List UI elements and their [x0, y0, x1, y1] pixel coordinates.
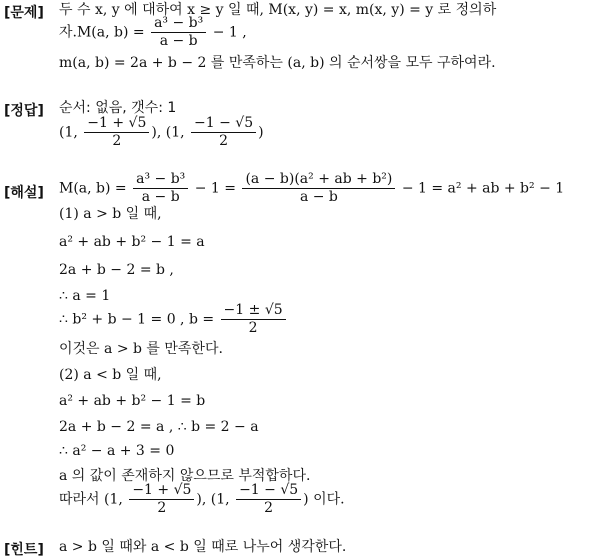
fraction-numerator: −1 + √5 — [84, 116, 149, 133]
fraction-numerator: −1 ± √5 — [221, 303, 286, 320]
fraction-denominator: 2 — [248, 320, 258, 336]
solution-label: [해설] — [4, 185, 44, 201]
fraction-numerator: −1 − √5 — [236, 483, 301, 500]
solution-fraction-2 — [242, 172, 395, 205]
solution-line-1 — [59, 172, 564, 205]
fraction-denominator: 2 — [219, 133, 229, 149]
fraction-denominator: 2 — [112, 133, 122, 149]
conclusion-pair-sep: ), (1, — [196, 491, 230, 508]
fraction-numerator: (a − b)(a² + ab + b²) — [242, 172, 395, 189]
solution-rhs: − 1 = a² + ab + b² − 1 — [401, 180, 565, 197]
problem-fraction — [151, 16, 206, 49]
problem-line-2 — [59, 16, 247, 49]
problem-line-3: m(a, b) = 2a + b − 2 를 만족하는 (a, b) 의 순서쌍을 모두 구하여라. — [59, 55, 496, 71]
answer-line-2 — [59, 116, 264, 149]
conclusion-fraction-1 — [129, 483, 194, 516]
problem-line-1: 두 수 x, y 에 대하여 x ≥ y 일 때, M(x, y) = x, m(x, y) = y 로 정의하 — [59, 2, 497, 18]
fraction-denominator: a − b — [141, 189, 180, 205]
case-1-eq-1: a² + ab + b² − 1 = a — [59, 234, 205, 250]
answer-line-1: 순서: 없음, 갯수: 1 — [59, 100, 177, 116]
conclusion-pair-close: ) — [303, 491, 309, 508]
solution-lhs: M(a, b) = — [59, 180, 127, 197]
answer-label: [정답] — [4, 103, 44, 119]
case-2-eq-1: a² + ab + b² − 1 = b — [59, 393, 206, 409]
solution-mid: − 1 = — [194, 180, 237, 197]
case-1-eq-3: ∴ a = 1 — [59, 288, 111, 304]
fraction-numerator: −1 + √5 — [129, 483, 194, 500]
conclusion-fraction-2 — [236, 483, 301, 516]
fraction-numerator: a³ − b³ — [151, 16, 206, 33]
fraction-denominator: 2 — [157, 500, 167, 516]
case-2-heading: (2) a < b 일 때, — [59, 367, 162, 383]
case-1-note: 이것은 a > b 를 만족한다. — [59, 341, 223, 357]
problem-label: [문제] — [4, 5, 44, 21]
answer-pair-close: ) — [258, 124, 264, 141]
fraction-numerator: −1 − √5 — [191, 116, 256, 133]
case-1-fraction — [221, 303, 286, 336]
answer-fraction-2 — [191, 116, 256, 149]
fraction-denominator: a − b — [159, 33, 198, 49]
answer-fraction-1 — [84, 116, 149, 149]
conclusion-suffix: 이다. — [313, 491, 345, 508]
case-2-eq-2: 2a + b − 2 = a , ∴ b = 2 − a — [59, 419, 259, 435]
answer-pair-sep: ), (1, — [151, 124, 185, 141]
case-1-eq-4 — [59, 303, 288, 336]
case-1-heading: (1) a > b 일 때, — [59, 206, 162, 222]
conclusion-prefix: 따라서 — [59, 491, 100, 508]
case-2-eq-3: ∴ a² − a + 3 = 0 — [59, 443, 175, 459]
case-2-note: a 의 값이 존재하지 않으므로 부적합하다. — [59, 468, 311, 484]
hint-label: [힌트] — [4, 542, 44, 558]
problem-line-2-prefix: 자.M(a, b) = — [59, 24, 145, 41]
answer-pair-1: (1, — [59, 124, 78, 141]
problem-line-2-suffix: − 1 , — [212, 24, 247, 41]
hint-text: a > b 일 때와 a < b 일 때로 나누어 생각한다. — [59, 539, 347, 555]
fraction-denominator: 2 — [264, 500, 274, 516]
conclusion-pair-1: (1, — [104, 491, 123, 508]
fraction-numerator: a³ − b³ — [133, 172, 188, 189]
solution-fraction-1 — [133, 172, 188, 205]
conclusion-line — [59, 483, 345, 516]
fraction-denominator: a − b — [299, 189, 338, 205]
case-1-eq-4-prefix: ∴ b² + b − 1 = 0 , b = — [59, 311, 215, 328]
case-1-eq-2: 2a + b − 2 = b , — [59, 262, 174, 278]
